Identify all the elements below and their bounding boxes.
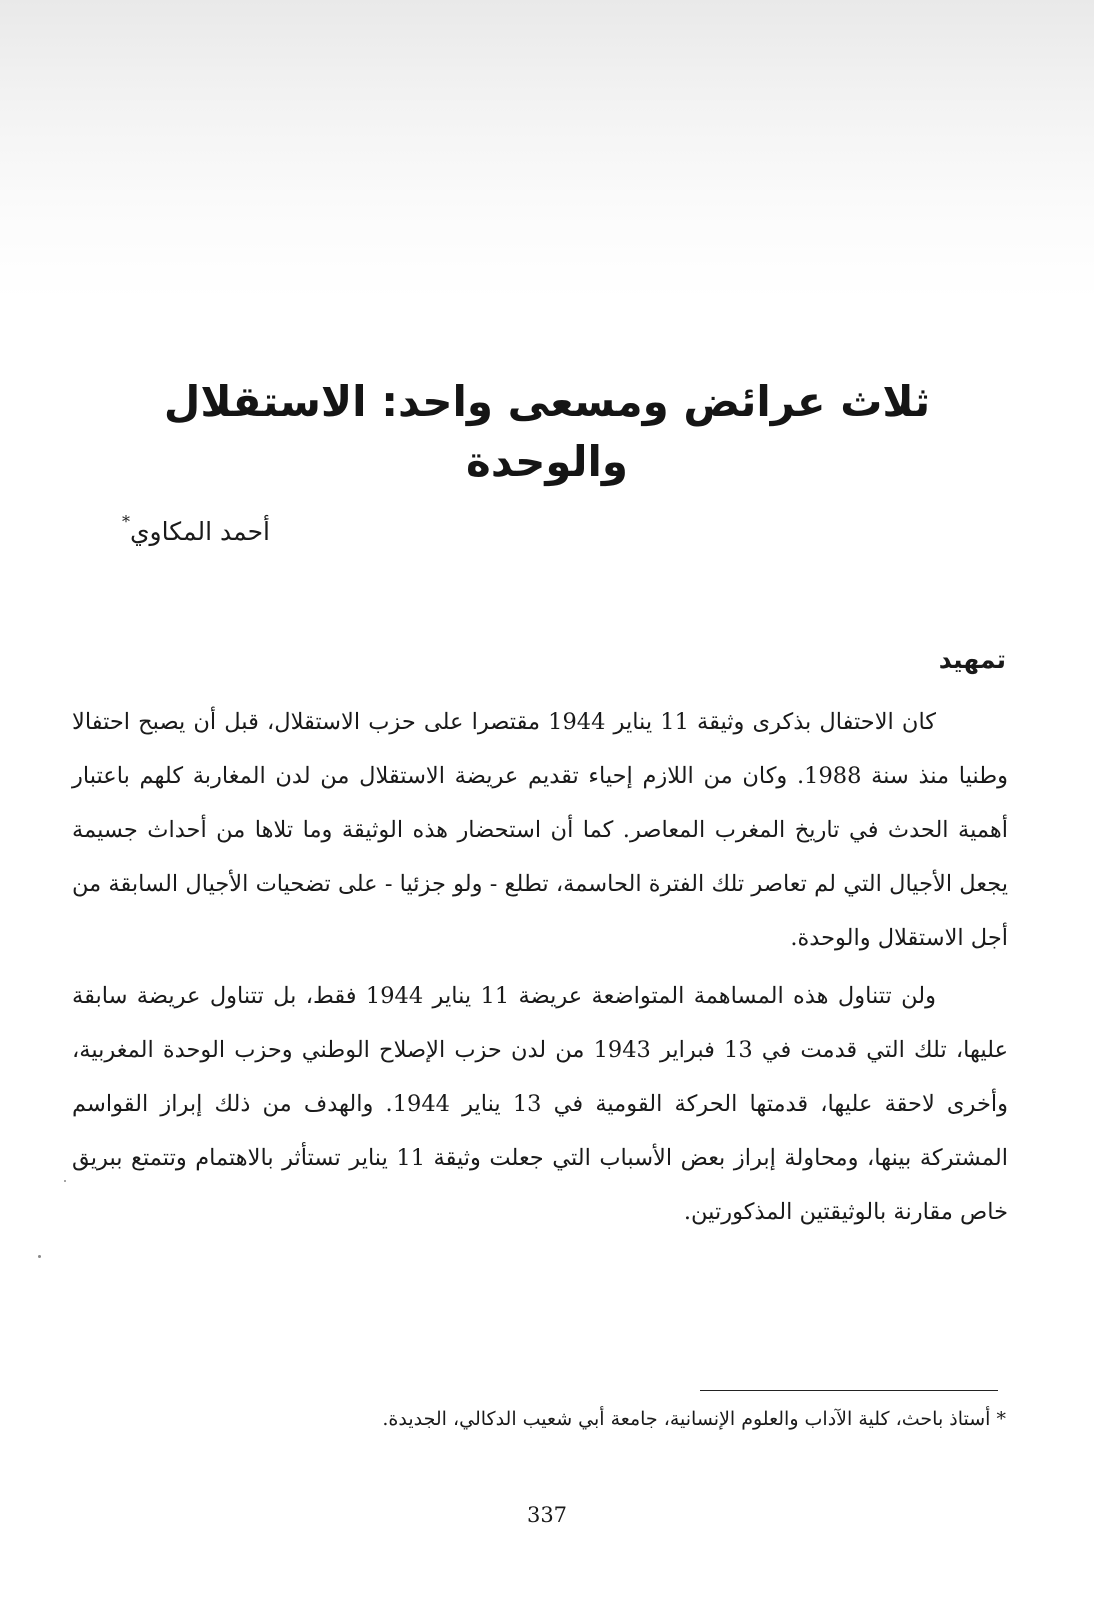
- section-heading: تمهيد: [938, 645, 1006, 674]
- scan-shadow: [0, 0, 1094, 300]
- scan-speck: [64, 1180, 66, 1182]
- author-footnote-marker: *: [121, 512, 130, 531]
- author-name: أحمد المكاوي: [129, 517, 270, 546]
- paragraph-1: كان الاحتفال بذكرى وثيقة 11 يناير 1944 مقتصرا على حزب الاستقلال، قبل أن يصبح احتفالا وطنيا منذ سنة 1988. وكان من اللازم إحياء تقديم عريضة الاستقلال من لدن المغاربة كلهم باعتبار أهمية الحدث في تاريخ المغرب المعاصر. كما أن استحضار هذه الوثيقة وما تلاها من أحداث جسيمة يجعل الأجيال التي لم تعاصر تلك الفترة الحاسمة، تطلع - ولو جزئيا - على تضحيات الأجيال السابقة من أجل الاستقلال والوحدة.: [72, 709, 1008, 951]
- article-title: ثلاث عرائض ومسعى واحد: الاستقلال والوحدة: [163, 377, 931, 486]
- footnote-divider: [700, 1390, 998, 1391]
- scan-speck: [38, 1255, 41, 1258]
- paragraph-2: ولن تتناول هذه المساهمة المتواضعة عريضة 11 يناير 1944 فقط، بل تتناول عريضة سابقة عليها، تلك التي قدمت في 13 فبراير 1943 من لدن حزب الإصلاح الوطني وحزب الوحدة المغربية، وأخرى لاحقة عليها، قدمتها الحركة القومية في 13 يناير 1944. والهدف من ذلك إبراز القواسم المشتركة بينها، ومحاولة إبراز بعض الأسباب التي جعلت وثيقة 11 يناير تستأثر بالاهتمام وتتمتع ببريق خاص مقارنة بالوثيقتين المذكورتين.: [72, 983, 1008, 1225]
- article-body: [72, 695, 1008, 1239]
- page-number: 337: [526, 1503, 568, 1527]
- author-line: [80, 512, 270, 552]
- footnote: * أستاذ باحث، كلية الآداب والعلوم الإنسانية، جامعة أبي شعيب الدكالي، الجديدة.: [382, 1408, 1006, 1430]
